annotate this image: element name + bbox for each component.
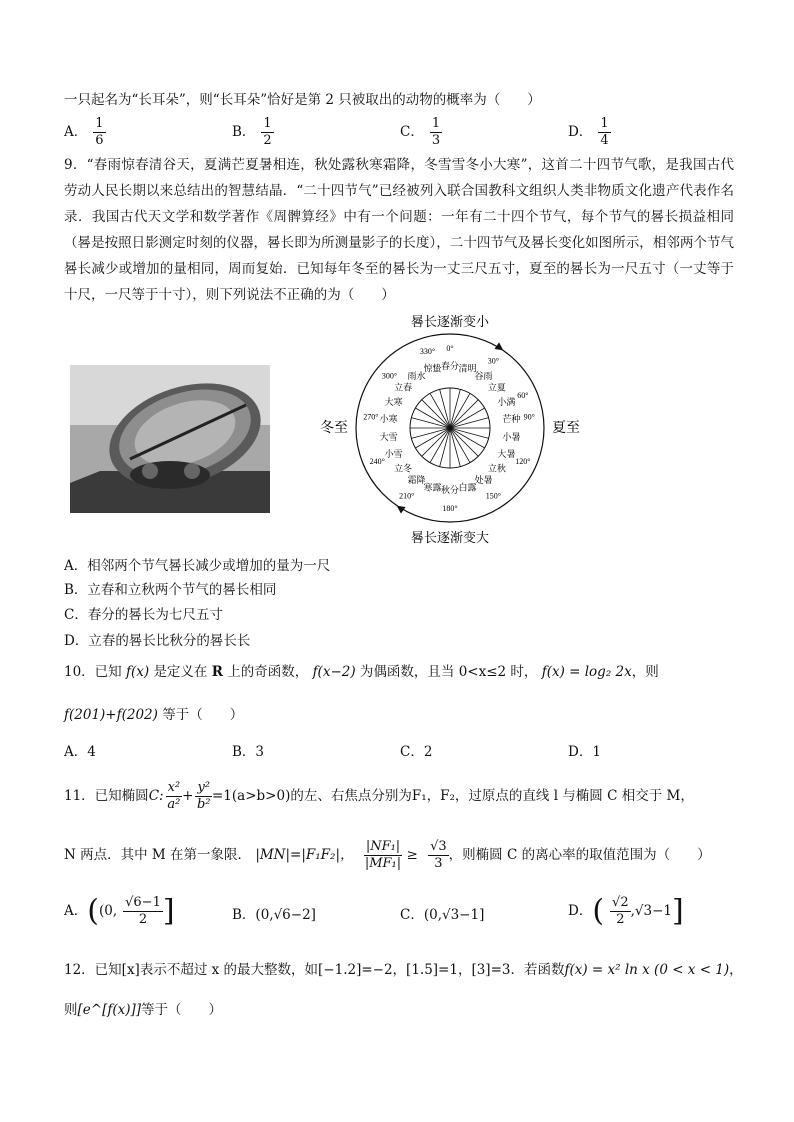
- fraction: $\frac{1}{6}$: [95, 116, 104, 148]
- option-label: A．: [64, 124, 88, 140]
- sundial-photo: [70, 365, 270, 513]
- term-label: 芒种: [502, 414, 521, 425]
- term-degree: 90°: [523, 412, 535, 422]
- term-degree: 0°: [446, 344, 454, 353]
- term-degree: 150°: [485, 491, 501, 501]
- term-label: 秋分: [440, 485, 460, 495]
- term-label: 寒露: [423, 482, 442, 493]
- q8-option-a[interactable]: [64, 116, 106, 149]
- q8-option-b[interactable]: [232, 116, 274, 149]
- term-label: 小雪: [384, 448, 403, 459]
- direction-arrow: [494, 342, 505, 353]
- q8-stem: 一只起名为“长耳朵”，则“长耳朵”恰好是第 2 只被取出的动物的概率为（ ）: [64, 92, 541, 108]
- term-label: 大雪: [379, 431, 398, 442]
- q10-option-d[interactable]: D．1: [568, 744, 601, 760]
- term-degree: 300°: [381, 371, 398, 381]
- term-label: 小寒: [379, 414, 398, 425]
- term-label: 立冬: [394, 463, 413, 474]
- q9-stem: 9．“春雨惊春清谷天，夏满芒夏暑相连，秋处露秋寒霜降，冬雪雪冬小大寒”，这首二十四节气歌，是我国古代劳动人民长期以来总结出的智慧结晶．“二十四节气”已经被列入联合国教科文组织人类非物质文化遗产代表作名录．我国古代天文学和数学著作《周髀算经》中有一个问题：一年有二十四个节气，每个节气的晷长损益相同（晷是按照日影测定时刻的仪器，晷长即为所测量影子的长度），二十四节气及晷长变化如图所示，相邻两个节气晷长减少或增加的量相同，周而复始．已知每年冬至的晷长为一丈三尺五寸，夏至的晷长为一尺五寸（一丈等于十尺，一尺等于十寸），则下列说法不正确的为（ ）: [64, 157, 734, 303]
- q10-stem-line1: 10．已知 f(x) 是定义在 R 上的奇函数， f(x−2) 为偶函数，且当 0<x≤2 时， f(x) = log₂ 2x，则: [64, 664, 659, 680]
- right-label: 夏至: [552, 421, 580, 436]
- option-label: C．: [400, 124, 424, 140]
- term-degree: 240°: [369, 457, 385, 467]
- term-label: 立夏: [487, 382, 506, 393]
- q10-option-a[interactable]: A．4: [64, 744, 96, 760]
- option-label: B．: [232, 124, 256, 140]
- q9-option-c[interactable]: C．春分的晷长为七尺五寸: [64, 607, 223, 623]
- term-label: 春分: [440, 361, 460, 371]
- term-label: 雨水: [407, 370, 426, 381]
- bottom-label: 晷长逐渐变大: [410, 530, 490, 545]
- term-label: 大寒: [384, 397, 403, 408]
- q11-stem-line2: N 两点．其中 M 在第一象限． |MN|=|F₁F₂|， $\frac{\text{|NF₁|}}{\text{|MF₁|}}$ ≥ $\frac{√3}{3}$ ，则椭圆 C 的离心率的取值范围为（ ）: [64, 839, 711, 871]
- q9-option-b[interactable]: B．立春和立秋两个节气的晷长相同: [64, 582, 277, 598]
- q12-stem-line1: 12．已知[x]表示不超过 x 的最大整数，如[−1.2]=−2，[1.5]=1，[3]=3．若函数f(x) = x² ln x (0 < x < 1)，: [64, 962, 743, 978]
- term-label: 立秋: [487, 463, 506, 474]
- term-label: 小暑: [502, 431, 521, 442]
- solar-terms-diagram: [320, 310, 580, 545]
- top-label: 晷长逐渐变小: [410, 314, 490, 329]
- left-label: 冬至: [320, 421, 348, 436]
- term-label: 惊蛰: [423, 363, 442, 374]
- term-label: 处暑: [474, 475, 493, 486]
- q11-option-a[interactable]: A．((0, $\frac{√6-1}{2}$ ]: [64, 893, 175, 929]
- q11-option-b[interactable]: B．(0,√6−2]: [232, 907, 316, 923]
- term-label: 小满: [497, 397, 516, 408]
- fraction: $\frac{1}{4}$: [600, 116, 609, 148]
- q10-stem-line2: f(201)+f(202) 等于（ ）: [64, 707, 244, 723]
- term-label: 清明: [458, 363, 477, 374]
- q12-stem-line2: 则[e^[f(x)]]等于（ ）: [64, 1002, 223, 1018]
- option-label: D．: [568, 124, 593, 140]
- q9-option-d[interactable]: D．立春的晷长比秋分的晷长长: [64, 633, 251, 649]
- term-degree: 60°: [517, 390, 529, 400]
- q10-option-c[interactable]: C．2: [400, 744, 433, 760]
- term-degree: 120°: [515, 457, 531, 467]
- term-degree: 330°: [419, 347, 436, 357]
- term-degree: 210°: [399, 491, 415, 501]
- left-paren: (: [87, 893, 99, 929]
- term-label: 白露: [458, 482, 477, 493]
- term-degree: 180°: [442, 504, 458, 513]
- term-label: 谷雨: [474, 370, 493, 381]
- q11-stem-line1: 11．已知椭圆C: $\frac{\text{x²}}{\text{a²}}$ + $\frac{\text{y²}}{\text{b²}}$ =1(a>b>0)的左、右焦点分别为F₁，F₂，过原点的直线 l 与椭圆 C 相交于 M，: [64, 780, 694, 812]
- q8-option-c[interactable]: [400, 116, 442, 149]
- q8-option-d[interactable]: [568, 116, 611, 149]
- fraction: $\frac{1}{3}$: [431, 116, 441, 148]
- term-label: 霜降: [407, 475, 426, 486]
- q9-option-a[interactable]: A．相邻两个节气晷长减少或增加的量为一尺: [64, 558, 331, 574]
- direction-arrow: [394, 502, 405, 513]
- fraction: $\frac{1}{2}$: [263, 116, 272, 148]
- term-degree: 30°: [487, 356, 499, 366]
- term-label: 大暑: [497, 448, 516, 459]
- q11-option-d[interactable]: D．( $\frac{√2}{2}$ ,√3−1]: [568, 893, 684, 929]
- q10-option-b[interactable]: B．3: [232, 744, 265, 760]
- q11-option-c[interactable]: C．(0,√3−1]: [400, 907, 485, 923]
- term-label: 立春: [394, 382, 413, 393]
- term-degree: 270°: [363, 412, 379, 422]
